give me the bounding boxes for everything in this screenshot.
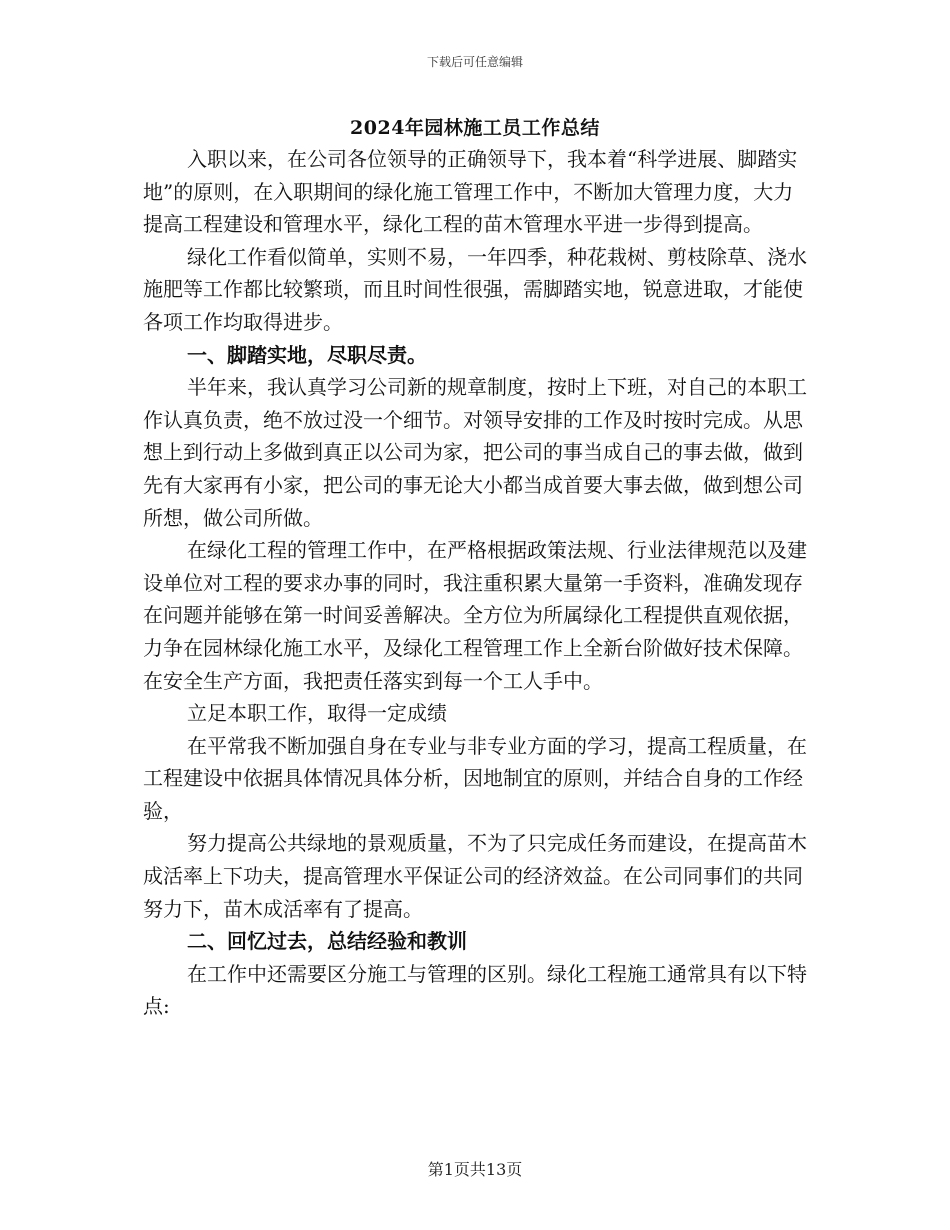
paragraph-learning: 在平常我不断加强自身在专业与非专业方面的学习，提高工程质量，在工程建设中依据具体情况具体分析，因地制宜的原则，并结合自身的工作经验， [143, 733, 807, 823]
section-heading-2: 二、回忆过去，总结经验和教训 [187, 929, 467, 954]
section-heading-1: 一、脚踏实地，尽职尽责。 [187, 342, 427, 367]
paragraph-half-year: 半年来，我认真学习公司新的规章制度，按时上下班，对自己的本职工作认真负责，绝不放过没一个细节。对领导安排的工作及时按时完成。从思想上到行动上多做到真正以公司为家，把公司的事当成自己的事去做，做到先有大家再有小家，把公司的事无论大小都当成首要大事去做，做到想公司所想，做公司所做。 [143, 375, 807, 530]
page-header-note: 下载后可任意编辑 [426, 55, 523, 69]
paragraph-distinction: 在工作中还需要区分施工与管理的区别。绿化工程施工通常具有以下特点: [143, 961, 807, 1019]
paragraph-work-nature: 绿化工作看似简单，实则不易，一年四季，种花栽树、剪枝除草、浇水施肥等工作都比较繁琐，而且时间性很强，需脚踏实地，锐意进取，才能使各项工作均取得进步。 [143, 244, 807, 334]
paragraph-intro: 入职以来，在公司各位领导的正确领导下，我本着“科学进展、脚踏实地”的原则，在入职期间的绿化施工管理工作中，不断加大管理力度，大力提高工程建设和管理水平，绿化工程的苗木管理水平进一步得到提高。 [143, 147, 798, 237]
page-number: 第1页共13页 [427, 1160, 523, 1179]
paragraph-management: 在绿化工程的管理工作中，在严格根据政策法规、行业法律规范以及建设单位对工程的要求办事的同时，我注重积累大量第一手资料，准确发现存在问题并能够在第一时间妥善解决。全方位为所属绿化工程提供直观依据，力争在园林绿化施工水平，及绿化工程管理工作上全新台阶做好技术保障。在安全生产方面，我把责任落实到每一个工人手中。 [143, 538, 807, 693]
paragraph-quality: 努力提高公共绿地的景观质量，不为了只完成任务而建设，在提高苗木成活率上下功夫，提高管理水平保证公司的经济效益。在公司同事们的共同努力下，苗木成活率有了提高。 [143, 831, 807, 921]
document-body [143, 143, 807, 1023]
subheading-achievements: 立足本职工作，取得一定成绩 [187, 701, 447, 726]
document-title: 2024年园林施工员工作总结 [350, 117, 600, 139]
